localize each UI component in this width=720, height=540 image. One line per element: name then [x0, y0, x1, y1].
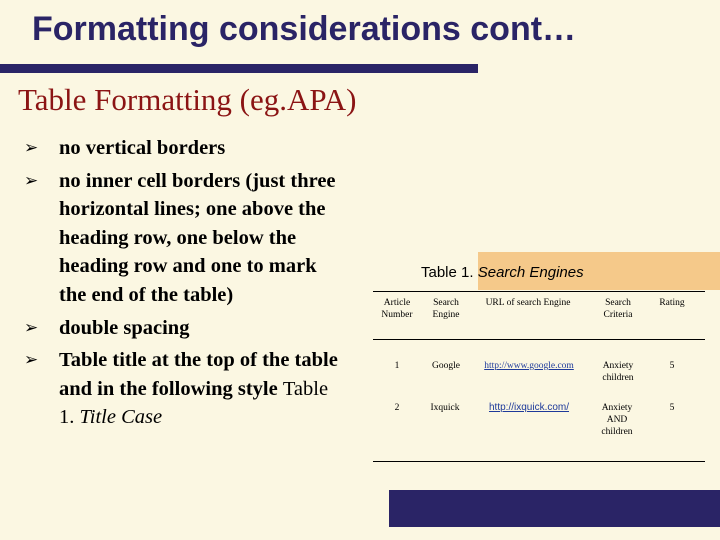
- bullet-list: [24, 134, 344, 432]
- table-header-cell: Search Criteria: [603, 298, 633, 320]
- arrowhead-right-icon: ➢: [24, 170, 39, 191]
- table-header-cell: URL of search Engine: [485, 298, 571, 308]
- table-cell: 5: [669, 403, 675, 413]
- table-header-cell: Search Engine: [432, 298, 460, 320]
- bullet-text-normal: Table 1.: [59, 377, 329, 429]
- url-link[interactable]: http://ixquick.com/: [488, 402, 570, 413]
- slide-title: Formatting considerations cont…: [32, 10, 577, 48]
- bullet-item: [24, 134, 344, 163]
- table-header-rule: [373, 339, 705, 340]
- bullet-item: [24, 346, 344, 432]
- table-cell: 2: [394, 403, 400, 413]
- table-cell: Anxiety children: [602, 361, 634, 383]
- table-cell: Google: [432, 361, 460, 371]
- table-header-cell: Article Number: [381, 298, 413, 320]
- table-cell-link[interactable]: [470, 402, 588, 414]
- bullet-text: no inner cell borders (just three horizontal lines; one above the heading row, one below the heading row and one to mark the end of the table): [59, 169, 336, 306]
- title-underline-bar: [0, 64, 478, 73]
- arrowhead-right-icon: ➢: [24, 138, 39, 158]
- bullet-item: [24, 167, 344, 310]
- bullet-text: double spacing: [59, 316, 190, 339]
- table-caption-label: Table 1.: [421, 264, 478, 281]
- arrowhead-right-icon: ➢: [24, 317, 39, 338]
- table-cell: 1: [394, 361, 400, 371]
- table-cell: Ixquick: [430, 403, 460, 413]
- table-cell: 5: [669, 361, 675, 371]
- table-bottom-rule: [373, 461, 705, 462]
- bullet-text: no vertical borders: [59, 137, 226, 159]
- table-top-rule: [373, 291, 705, 292]
- slide-subtitle: Table Formatting (eg.APA): [18, 82, 357, 117]
- bullet-text: Table title at the top of the table and in the following style: [59, 349, 338, 400]
- url-link[interactable]: http://www.google.com: [484, 361, 574, 371]
- table-cell-link[interactable]: [470, 360, 588, 372]
- table-caption: [421, 264, 584, 281]
- bullet-text-italic: Title Case: [79, 406, 163, 429]
- bullet-item: [24, 314, 344, 343]
- table-header-cell: Rating: [659, 298, 685, 308]
- table-caption-title: Search Engines: [477, 264, 584, 281]
- footer-bar: [389, 490, 720, 527]
- arrowhead-right-icon: ➢: [24, 350, 39, 371]
- table-cell: Anxiety AND children: [601, 403, 633, 437]
